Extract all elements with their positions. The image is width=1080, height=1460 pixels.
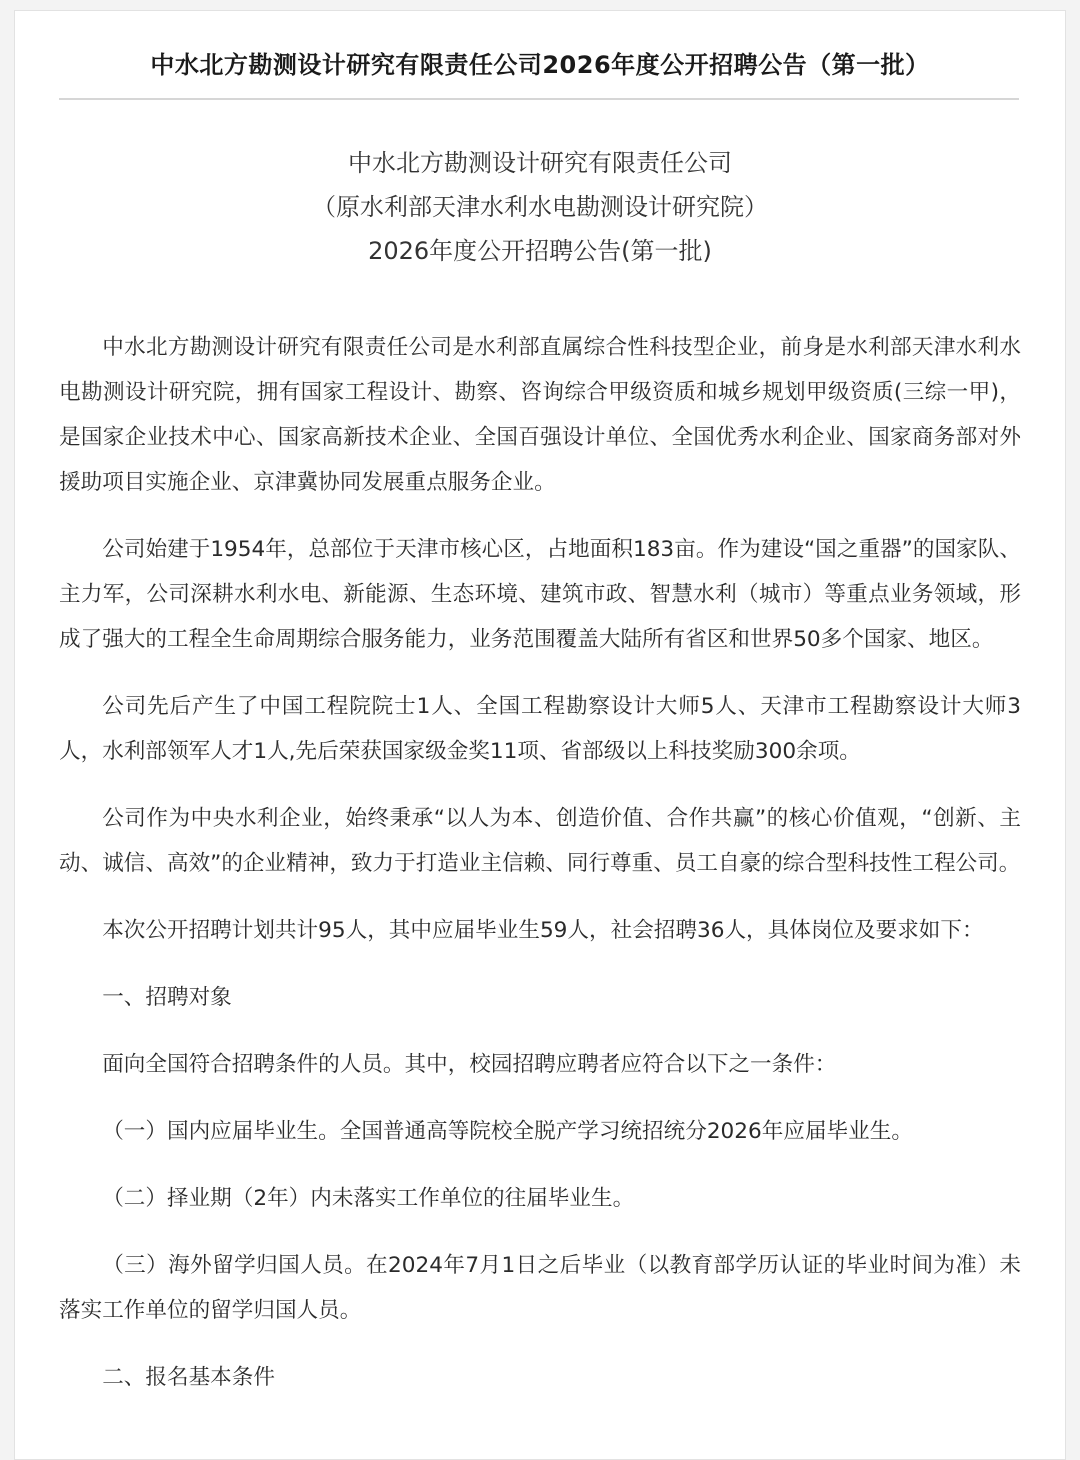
section-heading-requirements: 二、报名基本条件	[102, 1365, 275, 1390]
page-title: 中水北方勘测设计研究有限责任公司2026年度公开招聘公告（第一批）	[150, 51, 930, 79]
subtitle-company: 中水北方勘测设计研究有限责任公司	[348, 149, 732, 177]
paragraph-targets: 面向全国符合招聘条件的人员。其中，校园招聘应聘者应符合以下之一条件：	[102, 1052, 837, 1077]
paragraph-history: 公司始建于1954年，总部位于天津市核心区，占地面积183亩。作为建设“国之重器”的国家队、主力军，公司深耕水利水电、新能源、生态环境、建筑市政、智慧水利（城市）等重点业务领域，形成了强大的工程全生命周期综合服务能力，业务范围覆盖大陆所有省区和世界50多个国家、地区。	[59, 537, 1021, 652]
paragraph-company-intro: 中水北方勘测设计研究有限责任公司是水利部直属综合性科技型企业，前身是水利部天津水利水电勘测设计研究院，拥有国家工程设计、勘察、咨询综合甲级资质和城乡规划甲级资质(三综一甲)，是国家企业技术中心、国家高新技术企业、全国百强设计单位、全国优秀水利企业、国家商务部对外援助项目实施企业、京津冀协同发展重点服务企业。	[59, 335, 1021, 495]
paragraph-values: 公司作为中央水利企业，始终秉承“以人为本、创造价值、合作共赢”的核心价值观，“创新、主动、诚信、高效”的企业精神，致力于打造业主信赖、同行尊重、员工自豪的综合型科技性工程公司。	[59, 806, 1021, 876]
paragraph-talents: 公司先后产生了中国工程院院士1人、全国工程勘察设计大师5人、天津市工程勘察设计大师3人，水利部领军人才1人,先后荣获国家级金奖11项、省部级以上科技奖励300余项。	[59, 694, 1021, 764]
subtitle-announcement: 2026年度公开招聘公告(第一批)	[368, 237, 712, 265]
announcement-subtitle	[15, 141, 1065, 273]
list-item-domestic-graduates: （一）国内应届毕业生。全国普通高等院校全脱产学习统招统分2026年应届毕业生。	[102, 1119, 913, 1144]
section-heading-targets: 一、招聘对象	[102, 985, 232, 1010]
list-item-overseas-returnees: （三）海外留学归国人员。在2024年7月1日之后毕业（以教育部学历认证的毕业时间为准）未落实工作单位的留学归国人员。	[59, 1253, 1021, 1323]
document-page	[14, 10, 1066, 1460]
paragraph-recruitment-plan: 本次公开招聘计划共计95人，其中应届毕业生59人，社会招聘36人，具体岗位及要求如下：	[102, 918, 984, 943]
title-divider	[59, 98, 1019, 100]
subtitle-former-name: （原水利部天津水利水电勘测设计研究院）	[312, 193, 768, 221]
list-item-previous-graduates: （二）择业期（2年）内未落实工作单位的往届毕业生。	[102, 1186, 635, 1211]
article-body	[59, 325, 1021, 1422]
